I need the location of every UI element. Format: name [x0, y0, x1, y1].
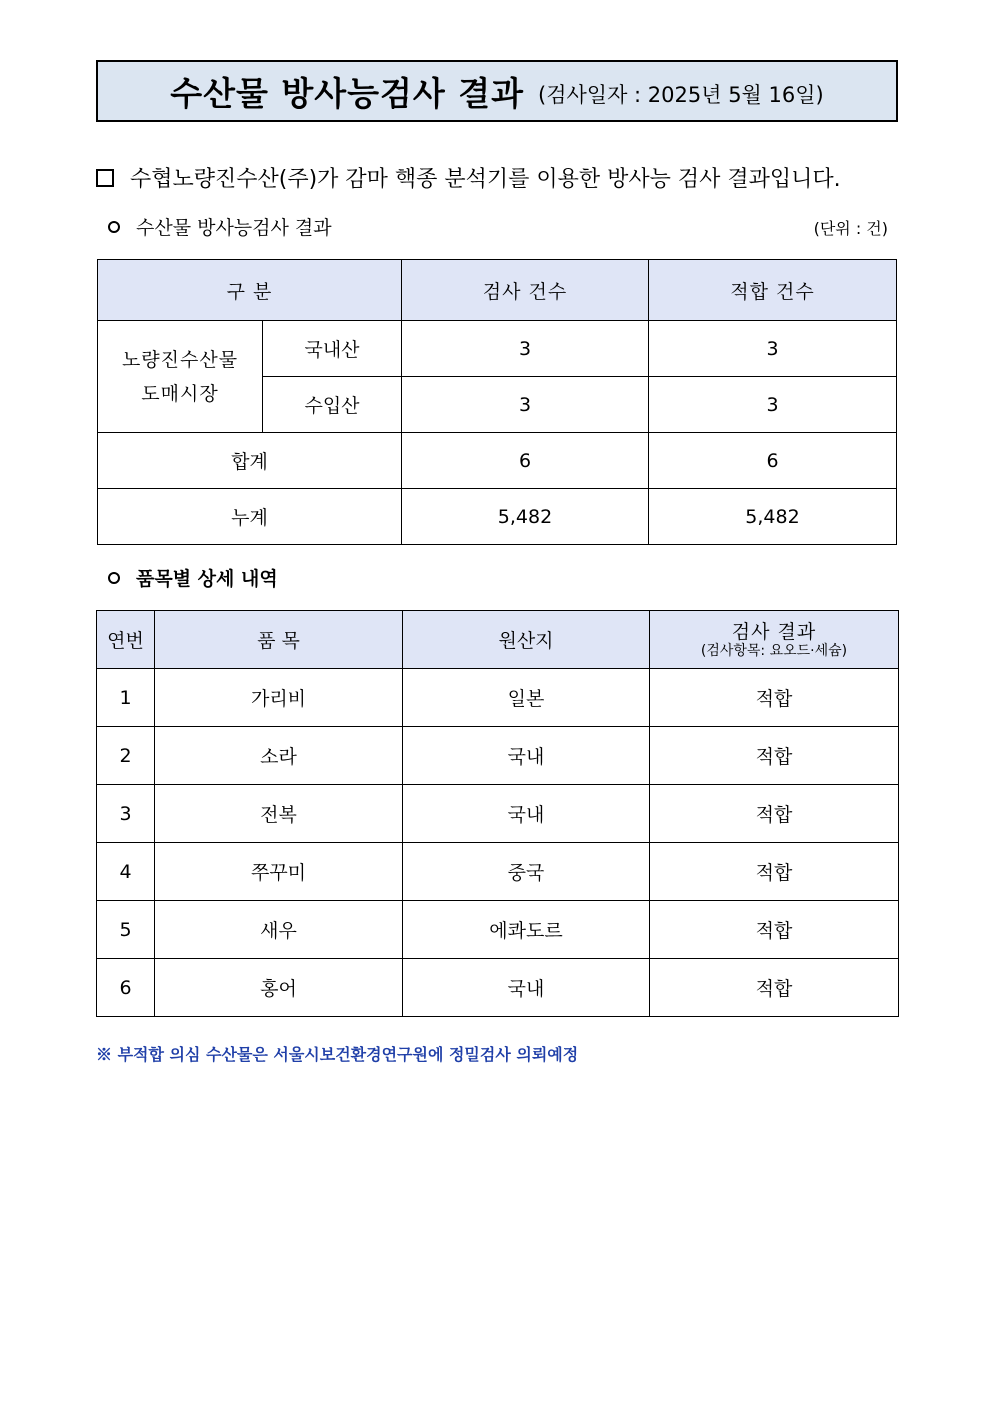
summary-table: [97, 259, 897, 545]
header-result-sub: (검사항목: 요오드·세슘): [700, 642, 848, 659]
inspected-count: 3: [402, 321, 649, 377]
market-name-line1: 노량진수산물: [121, 348, 239, 371]
table-row: [97, 901, 899, 959]
summary-row-total: [98, 433, 897, 489]
row-origin: 국내: [403, 727, 650, 785]
table-row: [97, 959, 899, 1017]
row-label: 국내산: [263, 321, 402, 377]
row-result: 적합: [650, 727, 899, 785]
table-row: [97, 727, 899, 785]
unit-label: (단위 : 건): [813, 219, 888, 238]
summary-row-domestic: [98, 321, 897, 377]
row-origin: 국내: [403, 959, 650, 1017]
row-no: 1: [97, 669, 155, 727]
row-result: 적합: [650, 843, 899, 901]
row-origin: 일본: [403, 669, 650, 727]
header-passed: 적합 건수: [649, 260, 897, 321]
row-no: 2: [97, 727, 155, 785]
row-item: 홍어: [155, 959, 403, 1017]
row-no: 5: [97, 901, 155, 959]
section-summary-label: 수산물 방사능검사 결과: [136, 217, 332, 239]
header-no: 연번: [97, 611, 155, 669]
detail-header-row: [97, 611, 899, 669]
inspected-count: 3: [402, 377, 649, 433]
footnote: ※ 부적합 의심 수산물은 서울시보건환경연구원에 정밀검사 의뢰예정: [96, 1045, 579, 1064]
total-label: 합계: [98, 433, 402, 489]
detail-table: [96, 610, 899, 1017]
row-item: 가리비: [155, 669, 403, 727]
row-result: 적합: [650, 901, 899, 959]
row-item: 새우: [155, 901, 403, 959]
table-row: [97, 785, 899, 843]
intro-text: 수협노량진수산(주)가 감마 핵종 분석기를 이용한 방사능 검사 결과입니다.: [130, 167, 841, 192]
circle-bullet-icon: [108, 221, 120, 233]
row-origin: 중국: [403, 843, 650, 901]
row-no: 3: [97, 785, 155, 843]
row-origin: 국내: [403, 785, 650, 843]
section-detail-label: 품목별 상세 내역: [136, 568, 278, 590]
header-origin: 원산지: [403, 611, 650, 669]
row-result: 적합: [650, 669, 899, 727]
summary-header-row: [98, 260, 897, 321]
summary-row-cumulative: [98, 489, 897, 545]
market-name-line2: 도매시장: [141, 382, 219, 405]
page-title: 수산물 방사능검사 결과: [170, 73, 525, 113]
row-label: 수입산: [263, 377, 402, 433]
row-origin: 에콰도르: [403, 901, 650, 959]
table-row: [97, 669, 899, 727]
row-item: 쭈꾸미: [155, 843, 403, 901]
intro-line: [96, 162, 841, 193]
cumulative-inspected: 5,482: [402, 489, 649, 545]
cumulative-label: 누계: [98, 489, 402, 545]
circle-bullet-icon: [108, 572, 120, 584]
passed-count: 3: [649, 321, 897, 377]
table-row: [97, 843, 899, 901]
title-box: [96, 60, 898, 122]
header-result-label: 검사 결과: [731, 620, 817, 643]
total-passed: 6: [649, 433, 897, 489]
row-no: 6: [97, 959, 155, 1017]
header-item: 품 목: [155, 611, 403, 669]
row-result: 적합: [650, 785, 899, 843]
row-item: 소라: [155, 727, 403, 785]
total-inspected: 6: [402, 433, 649, 489]
row-item: 전복: [155, 785, 403, 843]
cumulative-passed: 5,482: [649, 489, 897, 545]
header-inspected: 검사 건수: [402, 260, 649, 321]
header-category: 구 분: [98, 260, 402, 321]
row-result: 적합: [650, 959, 899, 1017]
section-detail-heading: [108, 564, 278, 591]
section-summary-heading: [108, 213, 332, 240]
market-name-cell: [98, 321, 263, 433]
row-no: 4: [97, 843, 155, 901]
passed-count: 3: [649, 377, 897, 433]
header-result: [650, 611, 899, 669]
checkbox-icon: [96, 169, 114, 187]
inspection-date: (검사일자 : 2025년 5월 16일): [538, 83, 824, 107]
